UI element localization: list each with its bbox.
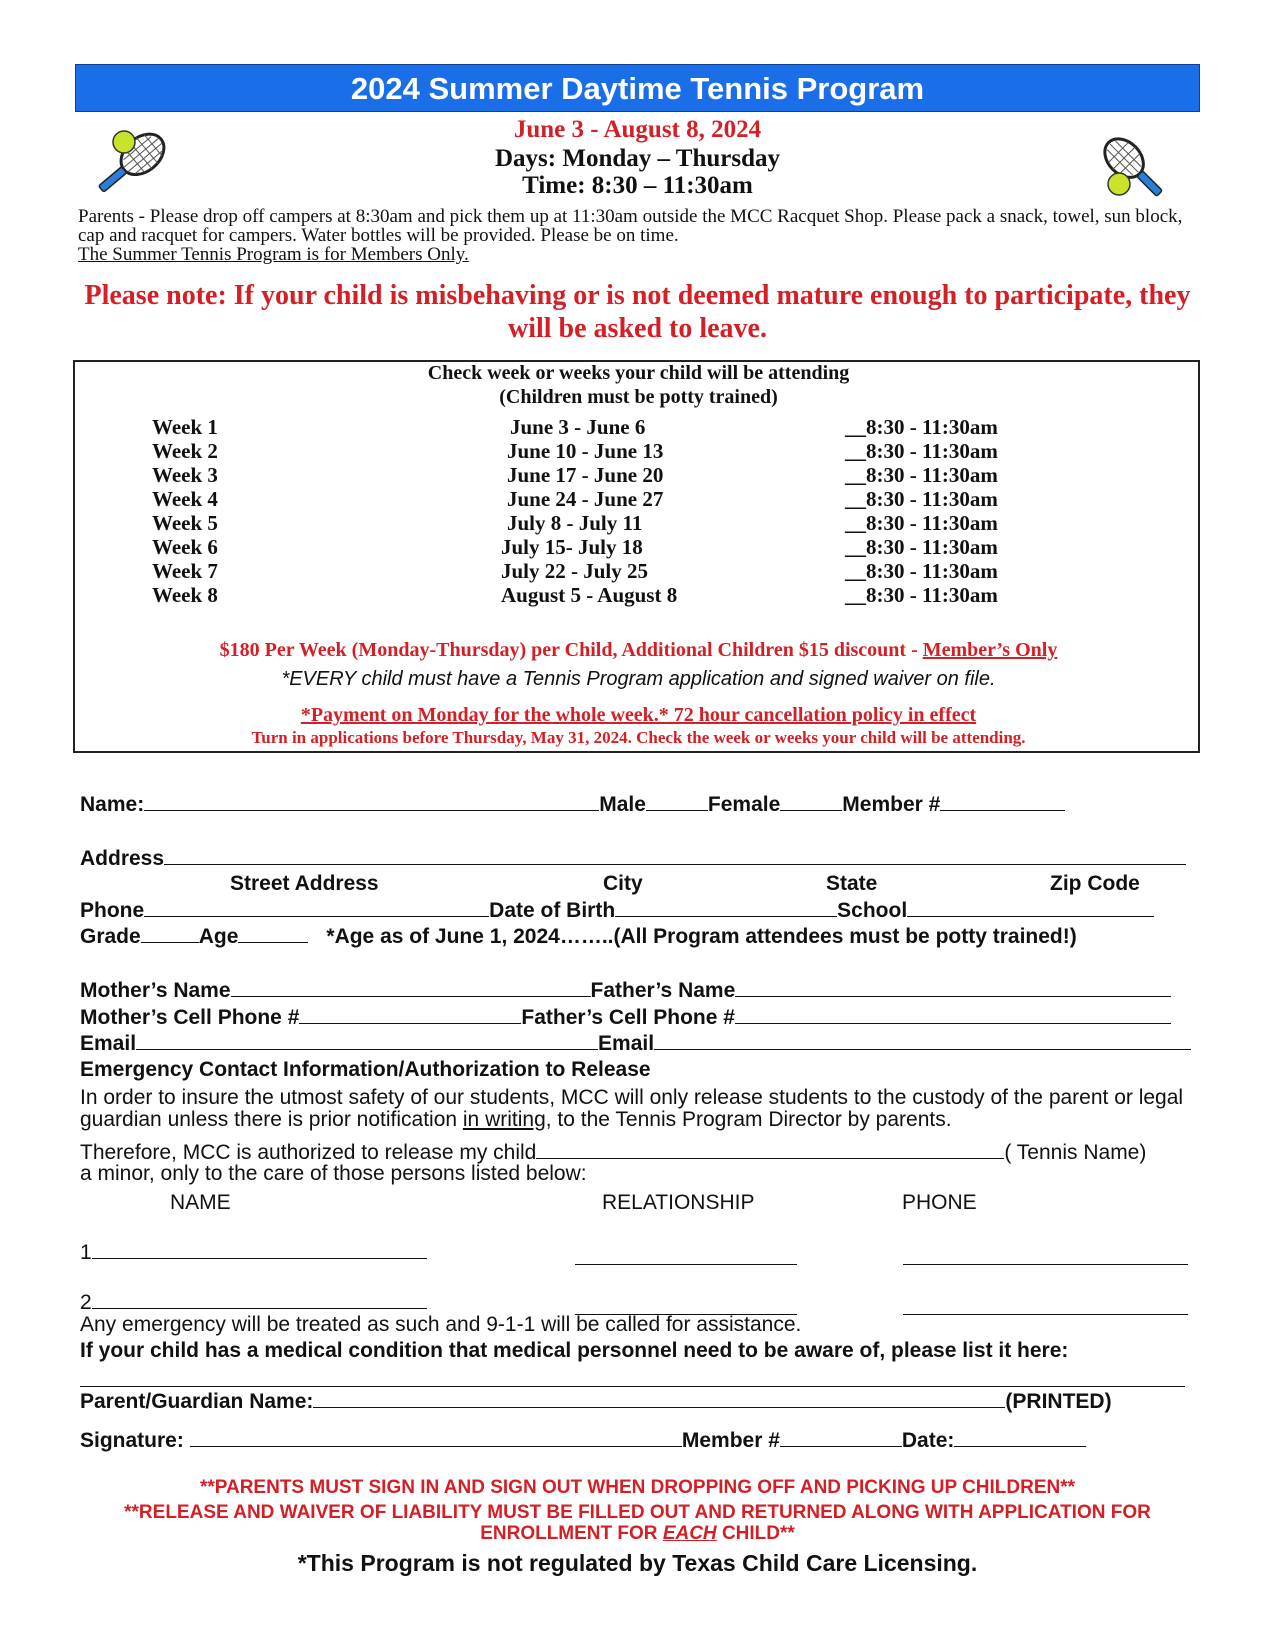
signature-row (80, 1428, 1086, 1453)
grade-label: Grade (80, 925, 141, 948)
waiver-notice (60, 1502, 1215, 1544)
member-only-label: Member’s Only (922, 639, 1058, 661)
school-field[interactable] (907, 898, 1154, 917)
week-dates: August 5 - August 8 (501, 583, 678, 607)
week-time-checkbox[interactable]: __8:30 - 11:30am (845, 511, 998, 535)
date-field[interactable] (954, 1428, 1086, 1447)
member-number-label: Member # (842, 793, 941, 816)
email-row (80, 1031, 1191, 1056)
contact-phone-field[interactable] (903, 1246, 1188, 1265)
grade-row (80, 924, 1077, 949)
mother-cell-field[interactable] (299, 1005, 521, 1024)
in-writing-text: in writing (462, 1108, 546, 1131)
contact-relationship-field[interactable] (575, 1246, 797, 1265)
parents-cell-row (80, 1005, 1171, 1030)
zip-code-caption: Zip Code (1050, 872, 1140, 895)
name-field[interactable] (144, 792, 599, 811)
mother-name-label: Mother’s Name (80, 979, 231, 1002)
week-label: Week 4 (152, 487, 218, 511)
tennis-racquet-icon (1092, 128, 1177, 208)
name-column-header: NAME (170, 1191, 231, 1214)
authorize-text: Therefore, MCC is authorized to release my child (80, 1141, 537, 1164)
row-number: 2 (80, 1291, 92, 1314)
phone-row (80, 898, 1154, 923)
week-row[interactable] (75, 559, 1202, 584)
school-label: School (837, 899, 908, 922)
week-row[interactable] (75, 583, 1202, 608)
female-field[interactable] (780, 792, 842, 811)
date-label: Date: (901, 1429, 955, 1452)
week-dates: July 22 - July 25 (501, 559, 649, 583)
week-time-checkbox[interactable]: __8:30 - 11:30am (845, 415, 998, 439)
contact-row (80, 1240, 427, 1265)
grade-field[interactable] (141, 924, 199, 943)
tennis-racquet-icon (84, 128, 179, 200)
female-label: Female (707, 793, 781, 816)
sign-in-notice: **PARENTS MUST SIGN IN AND SIGN OUT WHEN DROPPING OFF AND PICKING UP CHILDREN** (199, 1477, 1076, 1498)
father-name-field[interactable] (735, 978, 1171, 997)
week-label: Week 5 (152, 511, 218, 535)
mother-email-label: Email (80, 1032, 137, 1055)
waiver-text: **RELEASE AND WAIVER OF LIABILITY MUST BE FILLED OUT AND RETURNED ALONG WITH APPLICATION FOR ENROLLMENT FOR (124, 1502, 1151, 1544)
member-number-field[interactable] (940, 792, 1065, 811)
signature-member-field[interactable] (780, 1428, 902, 1447)
father-email-label: Email (598, 1032, 655, 1055)
guardian-label: Parent/Guardian Name: (80, 1390, 314, 1413)
address-row (80, 846, 1186, 871)
tennis-ball-icon (1108, 173, 1130, 195)
phone-column-header: PHONE (902, 1191, 977, 1214)
age-label: Age (198, 925, 239, 948)
male-field[interactable] (646, 792, 708, 811)
price-line (85, 639, 1192, 662)
dob-label: Date of Birth (489, 899, 616, 922)
potty-trained-note: (Children must be potty trained) (499, 386, 778, 408)
father-name-label: Father’s Name (590, 979, 736, 1002)
week-label: Week 6 (152, 535, 218, 559)
members-only-note: The Summer Tennis Program is for Members Only. (78, 244, 469, 265)
release-paragraph (80, 1087, 1210, 1131)
week-label: Week 1 (152, 415, 218, 439)
contact-name-field[interactable] (92, 1290, 427, 1309)
week-dates: June 10 - June 13 (507, 439, 664, 463)
week-label: Week 8 (152, 583, 218, 607)
application-requirement: *EVERY child must have a Tennis Program application and signed waiver on file. (281, 668, 996, 690)
parents-name-row (80, 978, 1171, 1003)
release-text-end: , to the Tennis Program Director by parents. (545, 1108, 952, 1131)
name-label: Name: (80, 793, 145, 816)
father-cell-field[interactable] (735, 1005, 1171, 1024)
waiver-text-end: CHILD** (721, 1523, 795, 1544)
week-label: Week 2 (152, 439, 218, 463)
week-time-checkbox[interactable]: __8:30 - 11:30am (845, 583, 998, 607)
week-row[interactable] (75, 487, 1202, 512)
deadline-note: Turn in applications before Thursday, May 31, 2024. Check the week or weeks your child will be attending. (251, 728, 1026, 747)
signature-label: Signature: (80, 1429, 184, 1452)
schedule-heading: Check week or weeks your child will be attending (427, 362, 850, 384)
week-row[interactable] (75, 463, 1202, 488)
signature-member-label: Member # (681, 1429, 780, 1452)
mother-name-field[interactable] (231, 978, 591, 997)
mother-cell-label: Mother’s Cell Phone # (80, 1006, 300, 1029)
age-note: *Age as of June 1, 2024……..(All Program attendees must be potty trained!) (326, 925, 1077, 948)
medical-condition-label: If your child has a medical condition that medical personnel need to be aware of, please list it here: (80, 1339, 1069, 1362)
signature-field[interactable] (190, 1428, 682, 1447)
program-days: Days: Monday – Thursday (494, 145, 781, 172)
instructions-text: Parents - Please drop off campers at 8:30am and pick them up at 11:30am outside the MCC Racquet Shop. Please pack a snack, towel, sun block, cap and racquet for campers. Water bottles will be provided. Please be on time. (78, 206, 1183, 246)
name-row (80, 792, 1065, 817)
each-emphasis: EACH (662, 1523, 717, 1544)
male-label: Male (599, 793, 646, 816)
week-time-checkbox[interactable]: __8:30 - 11:30am (845, 559, 998, 583)
state-caption: State (826, 872, 878, 895)
week-row[interactable] (75, 439, 1202, 464)
guardian-name-field[interactable] (313, 1389, 1005, 1408)
emergency-heading: Emergency Contact Information/Authorization to Release (80, 1058, 651, 1081)
week-dates: June 24 - June 27 (507, 487, 664, 511)
payment-policy: *Payment on Monday for the whole week.* 72 hour cancellation policy in effect (300, 704, 977, 726)
emergency-911-note: Any emergency will be treated as such and 9-1-1 will be called for assistance. (80, 1313, 802, 1336)
schedule-box (73, 360, 1200, 753)
tennis-ball-icon (113, 131, 135, 153)
program-title-banner (75, 64, 1200, 112)
week-dates: July 15- July 18 (501, 535, 643, 559)
relationship-column-header: RELATIONSHIP (602, 1191, 755, 1214)
week-row[interactable] (75, 535, 1202, 560)
row-number: 1 (80, 1241, 92, 1264)
week-row[interactable] (75, 511, 1202, 536)
week-dates: June 3 - June 6 (510, 415, 646, 439)
dob-field[interactable] (615, 898, 837, 917)
contact-name-field[interactable] (92, 1240, 427, 1259)
week-time-checkbox[interactable]: __8:30 - 11:30am (845, 463, 998, 487)
father-email-field[interactable] (654, 1031, 1191, 1050)
week-dates: June 17 - June 20 (507, 463, 664, 487)
contact-row (80, 1290, 427, 1315)
contact-phone-field[interactable] (903, 1296, 1188, 1315)
street-address-caption: Street Address (230, 872, 379, 895)
printed-label: (PRINTED) (1005, 1390, 1112, 1413)
price-text: $180 Per Week (Monday-Thursday) per Child, Additional Children $15 discount - (219, 639, 918, 661)
medical-condition-field[interactable] (80, 1368, 1185, 1387)
father-cell-label: Father’s Cell Phone # (521, 1006, 735, 1029)
age-field[interactable] (238, 924, 308, 943)
guardian-row (80, 1389, 1112, 1414)
week-time-checkbox[interactable]: __8:30 - 11:30am (845, 535, 998, 559)
phone-field[interactable] (144, 898, 489, 917)
tennis-name-label: ( Tennis Name) (1004, 1141, 1147, 1164)
program-title: 2024 Summer Daytime Tennis Program (350, 71, 925, 106)
week-time-checkbox[interactable]: __8:30 - 11:30am (845, 487, 998, 511)
week-label: Week 7 (152, 559, 218, 583)
address-label: Address (80, 847, 165, 870)
week-dates: July 8 - July 11 (507, 511, 643, 535)
parent-instructions (78, 207, 1208, 264)
week-label: Week 3 (152, 463, 218, 487)
release-text: In order to insure the utmost safety of our students, MCC will only release students to the custody of the parent or legal guardian unless there is prior notification (80, 1086, 1184, 1131)
minor-text: a minor, only to the care of those persons listed below: (80, 1162, 587, 1185)
program-dates: June 3 - August 8, 2024 (513, 116, 762, 143)
behavior-note: Please note: If your child is misbehaving or is not deemed mature enough to participate, they will be asked to leave. (84, 280, 1191, 344)
week-row[interactable] (75, 415, 1202, 440)
mother-email-field[interactable] (136, 1031, 598, 1050)
child-name-field[interactable] (536, 1140, 1004, 1159)
licensing-disclaimer: *This Program is not regulated by Texas Child Care Licensing. (297, 1550, 978, 1576)
phone-label: Phone (80, 899, 145, 922)
city-caption: City (603, 872, 643, 895)
address-field[interactable] (164, 846, 1186, 865)
week-time-checkbox[interactable]: __8:30 - 11:30am (845, 439, 998, 463)
program-time: Time: 8:30 – 11:30am (522, 172, 753, 199)
